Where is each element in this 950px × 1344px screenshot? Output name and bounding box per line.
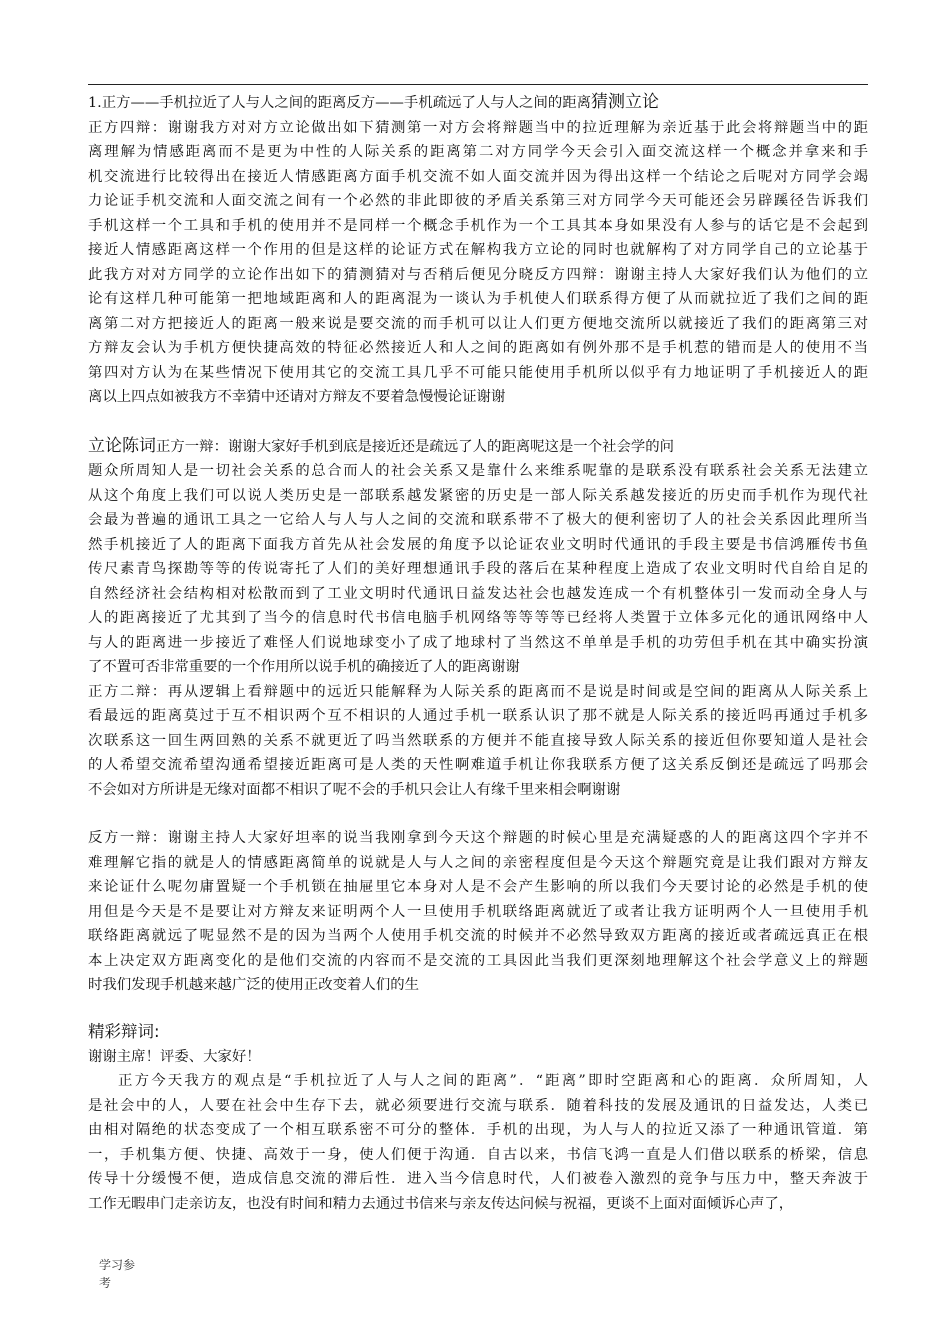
section2-paragraph	[88, 459, 868, 680]
text-line: 从这个角度上我们可以说人类历史是一部联系越发紧密的历史是一部人际关系越发接近的历史而手机作为现代社	[88, 487, 868, 504]
footer-note	[99, 1256, 159, 1292]
section1-title-tail: 猜测立论	[591, 92, 660, 112]
text-line: 用但是今天是不是要让对方辩友来证明两个人一旦使用手机联络距离就近了或者让我方证明两个人一旦使用手机	[88, 903, 868, 920]
footer-line-1: 学习参	[99, 1258, 136, 1272]
section4-title: 精彩辩词:	[88, 1021, 160, 1041]
text-line: 会最为普遍的通讯工具之一它给人与人与人之间的交流和联系带不了极大的便利密切了人的社会关系因此理所当	[88, 512, 868, 528]
text-line: 难理解它指的就是人的情感距离简单的说就是人与人之间的亲密程度但是今天这个辩题究竟是让我们跟对方辩友	[88, 854, 868, 871]
text-line: 联络距离就远了呢显然不是的因为当两个人使用手机交流的时候并不必然导致双方距离的接近或者疏远真正在根	[88, 928, 868, 944]
text-line: 人的距离接近了尤其到了当今的信息时代书信电脑手机网络等等等等已经将人类置于立体多元化的通讯网络中人	[88, 610, 868, 626]
spacer	[88, 410, 868, 434]
section2-heading-line	[88, 434, 868, 460]
text-line: 由相对隔绝的状态变成了一个相互联系密不可分的整体．手机的出现，为人与人的拉近又添了一种通讯管道．第	[88, 1122, 868, 1138]
text-line: 此我方对对方同学的立论作出如下的猜测猜对与否稍后便见分晓反方四辩：谢谢主持人大家好我们认为他们的立	[88, 266, 868, 283]
text-line: 离理解为情感距离而不是更为中性的人际关系的距离第二对方同学今天会引入面交流这样一个概念并拿来和手	[88, 144, 868, 160]
footer-line-2: 考	[99, 1276, 112, 1290]
section1-title-main: 1.正方——手机拉近了人与人之间的距离反方——手机疏远了人与人之间的距离	[88, 95, 592, 111]
text-line: 反方一辩：谢谢主持人大家好坦率的说当我刚拿到今天这个辩题的时候心里是充满疑惑的人的距离这四个字并不	[88, 830, 868, 846]
text-line: 时我们发现手机越来越广泛的使用正改变着人们的生	[88, 977, 419, 993]
text-line: 正方今天我方的观点是“手机拉近了人与人之间的距离”．“距离”即时空距离和心的距离．众所周知，人	[118, 1073, 868, 1089]
text-line: 正方二辩：再从逻辑上看辩题中的远近只能解释为人际关系的距离而不是说是时间或是空间的距离从人际关系上	[88, 683, 868, 700]
text-line: 来论证什么呢勿庸置疑一个手机锁在抽屉里它本身对人是不会产生影响的所以我们今天要讨论的必然是手机的使	[88, 879, 868, 895]
text-line: 论有这样几种可能第一把地域距离和人的距离混为一谈认为手机使人们联系得方便了从而就拉近了我们之间的距	[88, 291, 868, 307]
section2-paragraph-2	[88, 680, 868, 803]
text-line: 与人的距离进一步接近了难怪人们说地球变小了成了地球村了当然这不单单是手机的功劳但手机在其中确实扮演	[88, 634, 868, 651]
document-body	[88, 90, 868, 1216]
section1-title	[88, 90, 868, 116]
section2-title: 立论陈词	[88, 435, 156, 456]
text-line: 看最远的距离莫过于互不相识两个互不相识的人通过手机一联系认识了那不就是人际关系的接近吗再通过手机多	[88, 708, 868, 724]
spacer	[88, 998, 868, 1018]
text-line: 然手机接近了人的距离下面我方首先从社会发展的角度予以论证农业文明时代通讯的手段主要是书信鸿雁传书鱼	[88, 536, 868, 553]
text-line: 接近人情感距离这样一个作用的但是这样的论证方式在解构我方立论的同时也就解构了对方同学自己的立论基于	[88, 242, 868, 258]
section2-first-line: 正方一辩：谢谢大家好手机到底是接近还是疏远了人的距离呢这是一个社会学的问	[156, 438, 675, 455]
text-line: 工作无暇串门走亲访友，也没有时间和精力去通过书信来与亲友传达问候与祝福，更谈不上面对面倾诉心声了，	[88, 1195, 794, 1212]
text-line: 了不置可否非常重要的一个作用所以说手机的确接近了人的距离谢谢	[88, 659, 520, 675]
text-line: 传导十分缓慢不便，造成信息交流的滞后性．进入当今信息时代，人们被卷入激烈的竞争与压力中，整天奔波于	[88, 1171, 868, 1187]
text-line: 的人希望交流希望沟通希望接近距离可是人类的天性啊难道手机让你我联系方便了这关系反倒还是疏远了吗那会	[88, 757, 868, 773]
text-line: 机交流进行比较得出在接近人情感距离方面手机交流不如人面交流并因为得出这样一个结论之后呢对方同学会竭	[88, 168, 868, 185]
text-line: 离第二对方把接近人的距离一般来说是要交流的而手机可以让人们更方便地交流所以就接近了我们的距离第三对	[88, 315, 868, 332]
text-line: 第四对方认为在某些情况下使用其它的交流工具几乎不可能只能使用手机所以似乎有力地证明了手机接近人的距	[88, 364, 868, 381]
text-line: 题众所周知人是一切社会关系的总合而人的社会关系又是靠什么来维系呢靠的是联系没有联系社会关系无法建立	[88, 463, 868, 479]
text-line: 是社会中的人，人要在社会中生存下去，就必须要进行交流与联系．随着科技的发展及通讯的日益发达，人类已	[88, 1097, 868, 1114]
header-rule	[88, 84, 868, 85]
text-line: 方辩友会认为手机方便快捷高效的特征必然接近人和人之间的距离如有例外那不是手机惹的错而是人的使用不当	[88, 340, 868, 356]
text-line: 正方四辩：谢谢我方对对方立论做出如下猜测第一对方会将辩题当中的拉近理解为亲近基于此会将辩题当中的距	[88, 119, 868, 136]
section1-paragraph	[88, 116, 868, 410]
section3-paragraph	[88, 826, 868, 998]
spacer	[88, 802, 868, 826]
section4-paragraph	[88, 1069, 868, 1216]
text-line: 不会如对方所讲是无缘对面都不相识了呢不会的手机只会让人有缘千里来相会啊谢谢	[88, 781, 621, 798]
text-line: 自然经济社会结构相对松散而到了工业文明时代通讯日益发达社会也越发连成一个有机整体引一发而动全身人与	[88, 585, 868, 602]
text-line: 次联系这一回生两回熟的关系不就更近了吗当然联系的方便并不能直接导致人际关系的接近但你要知道人是社会	[88, 732, 868, 749]
text-line: 一，手机集方便、快捷、高效于一身，使人们便于沟通．自古以来，书信飞鸿一直是人们借以联系的桥梁，信息	[88, 1146, 868, 1163]
text-line: 力论证手机交流和人面交流之间有一个必然的非此即彼的矛盾关系第三对方同学今天可能还会另辟蹊径告诉我们	[88, 193, 868, 209]
section4-greeting: 谢谢主席！评委、大家好！	[88, 1048, 261, 1065]
text-line: 手机这样一个工具和手机的使用并不是同样一个概念手机作为一个工具其本身如果没有人参与的话它是不会起到	[88, 217, 868, 234]
text-line: 本上决定双方距离变化的是他们交流的内容而不是交流的工具因此当我们更深刻地理解这个社会学意义上的辩题	[88, 952, 868, 969]
text-line: 传尺素青鸟探勘等等的传说寄托了人们的美好理想通讯手段的落后在某种程度上造成了农业文明时代自给自足的	[88, 561, 868, 577]
text-line: 离以上四点如被我方不幸猜中还请对方辩友不要着急慢慢论证谢谢	[88, 389, 506, 405]
